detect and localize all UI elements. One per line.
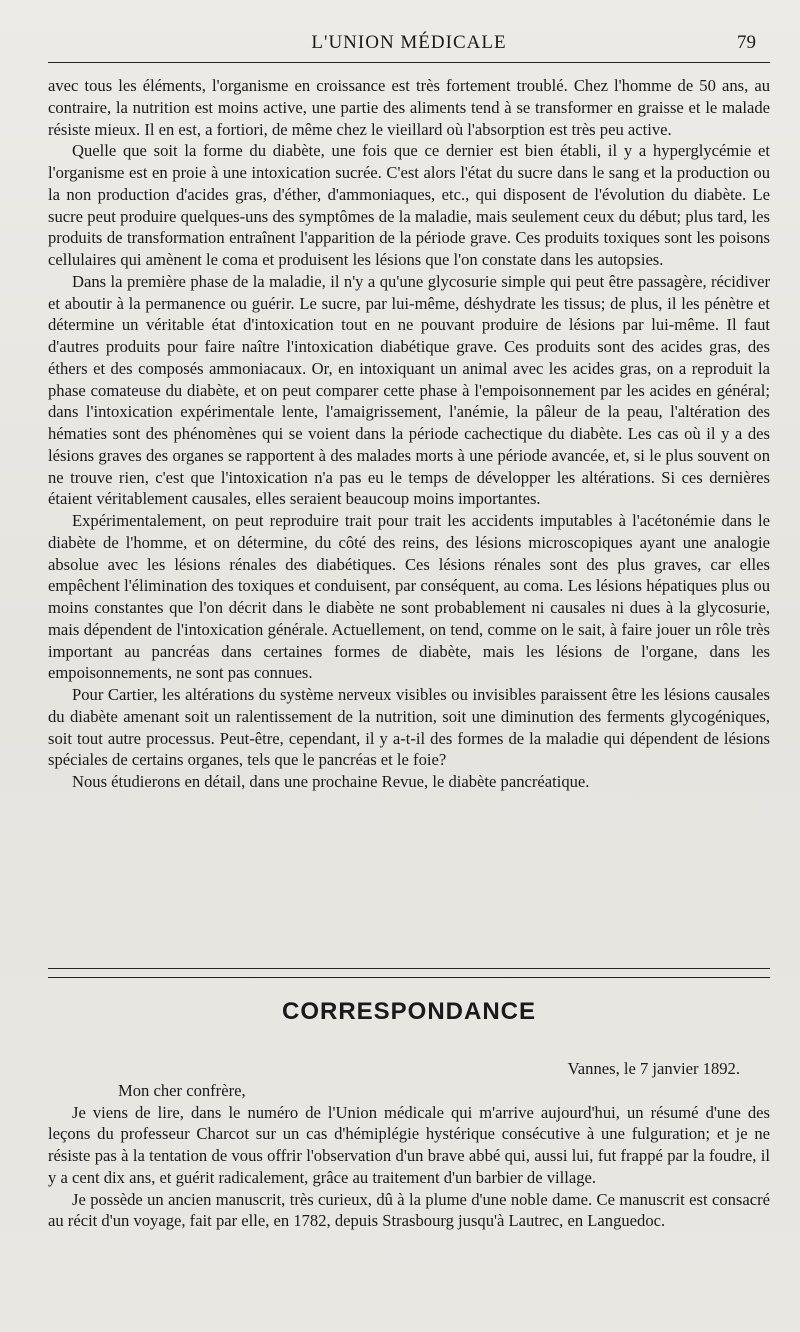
article-paragraph: Dans la première phase de la maladie, il n'y a qu'une glycosurie simple qui peut être passagère, récidiver et aboutir à la permanence ou guérir. Le sucre, par lui-même, déshydrate les tissus; de plus, il les pénètre et détermine un véritable état d'intoxication tout en ne pouvant produire de lésions par lui-même. Il faut d'autres produits pour faire naître l'intoxication diabétique grave. Ces produits sont des acides gras, des éthers et des composés ammoniacaux. Or, en intoxiquant un animal avec les acides gras, on a reproduit la phase comateuse du diabète, et on peut comparer cette phase à l'empoisonnement par les acides en général; dans l'intoxication expérimentale lente, l'amaigrissement, l'anémie, la pâleur de la peau, l'altération des hématies sont des phénomènes qui se voient dans la période cachectique du diabète. Les cas où il y a des lésions graves des organes se rapportent à des malades morts à une période avancée, et, si le plus souvent on ne trouve rien, c'est que l'intoxication n'a pas eu le temps de développer les altérations. Si ces dernières étaient véritablement causales, elles seraient beaucoup moins importantes. (48, 271, 770, 509)
letter (48, 1058, 770, 1232)
article-paragraph: Quelle que soit la forme du diabète, une fois que ce dernier est bien établi, il y a hyperglycémie et l'organisme est en proie à une intoxication sucrée. C'est alors l'état du sucre dans le sang et la production ou la non production d'acides gras, d'éther, d'ammoniaques, etc., qui disposent de l'évolution du diabète. Le sucre peut produire quelques-uns des symptômes de la maladie, mais seulement ceux du début; plus tard, les produits de transformation entraînent l'apparition de la période grave. Ces produits toxiques sont les poisons cellulaires qui amènent le coma et produisent les lésions que l'on constate dans les autopsies. (48, 141, 770, 269)
article-paragraph: Expérimentalement, on peut reproduire trait pour trait les accidents imputables à l'acétonémie dans le diabète de l'homme, et on détermine, du côté des reins, des lésions microscopiques ayant une analogie absolue avec les lésions rénales des diabétiques. Ces lésions rénales sont des plus graves, car elles empêchent l'élimination des toxiques et conduisent, par conséquent, au coma. Les lésions hépatiques plus ou moins constantes que l'on décrit dans le diabète ne sont probablement ni causales ni dues à la glycosurie, mais dépendent de l'intoxication générale. Actuellement, on tend, comme on le sait, à faire jouer un rôle très important au pancréas dans certaines formes de diabète, mais les lésions de l'organe, dans les empoisonnements, ne sont pas connues. (48, 511, 770, 683)
letter-salutation: Mon cher confrère, (118, 1080, 246, 1100)
journal-title: L'UNION MÉDICALE (311, 32, 507, 53)
running-header (48, 32, 770, 63)
section-divider (48, 968, 770, 978)
article-body (48, 75, 770, 793)
letter-paragraph: Je viens de lire, dans le numéro de l'Union médicale qui m'arrive aujourd'hui, un résumé d'une des leçons du professeur Charcot sur un cas d'hémiplégie hystérique consécutive à une fulguration; et je ne résiste pas à la tentation de vous offrir l'observation d'un brave abbé qui, aussi lui, fut frappé par la foudre, il y a cent dix ans, et guérit radicalement, grâce au traitement d'un barbier de village. (48, 1102, 770, 1187)
section-title: CORRESPONDANCE (281, 998, 537, 1025)
article-paragraph: Nous étudierons en détail, dans une prochaine Revue, le diabète pancréatique. (72, 772, 590, 791)
letter-paragraph: Je possède un ancien manuscrit, très curieux, dû à la plume d'une noble dame. Ce manuscrit est consacré au récit d'un voyage, fait par elle, en 1782, depuis Strasbourg jusqu'à Lautrec, en Languedoc. (48, 1189, 770, 1231)
letter-dateline: Vannes, le 7 janvier 1892. (567, 1059, 740, 1078)
article-paragraph: Pour Cartier, les altérations du système nerveux visibles ou invisibles paraissent être les lésions causales du diabète amenant soit un ralentissement de la nutrition, soit une diminution des ferments glycogéniques, soit tout autre processus. Peut-être, cependant, il y a-t-il des formes de la maladie qui dépendent de lésions spéciales de certains organes, tels que le pancréas et le foie? (48, 685, 770, 770)
page-number: 79 (737, 32, 756, 53)
article-paragraph: avec tous les éléments, l'organisme en croissance est très fortement troublé. Chez l'homme de 50 ans, au contraire, la nutrition est moins active, une partie des aliments tend à se transformer en graisse et le malade résiste mieux. Il en est, a fortiori, de même chez le vieillard où l'absorption est très peu active. (48, 76, 770, 139)
